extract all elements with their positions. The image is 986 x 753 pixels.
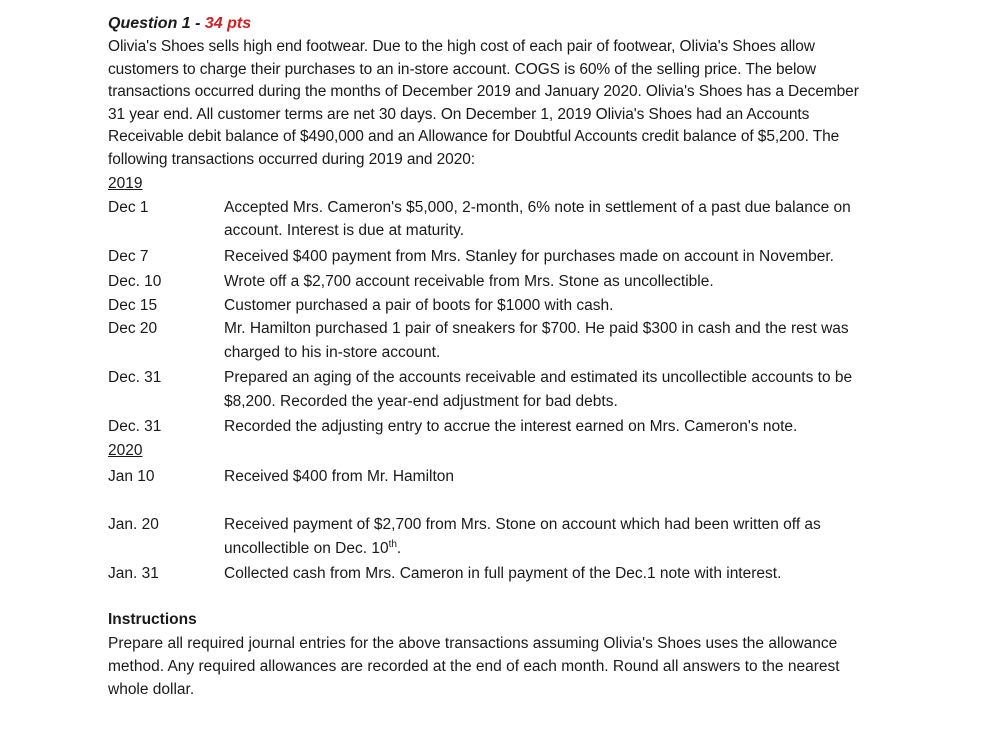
transaction-date: Jan 10 [108,467,155,485]
question-intro: Olivia's Shoes sells high end footwear. Due to the high cost of each pair of footwear, Olivia's Shoes allow customers to charge their purchases to an in-store account. COGS is 60% of the selling price. The below transactions occurred during the months of December 2019 and January 2020. Olivia's Shoes has a December 31 year end. All customer terms are net 30 days. On December 1, 2019 Olivia's Shoes had an Accounts Receivable debit balance of $490,000 and an Allowance for Doubtful Accounts credit balance of $5,200. The following transactions occurred during 2019 and 2020: [108,38,859,168]
transaction-date: Dec 15 [108,296,158,314]
transaction-row [108,317,878,364]
transaction-date: Dec 1 [108,198,149,216]
instructions-heading: Instructions [108,610,197,628]
transaction-date: Dec 20 [108,320,158,338]
transactions-2019 [108,196,878,439]
transaction-description: Received $400 payment from Mrs. Stanley for purchases made on account in November. [224,247,834,265]
transaction-row [108,562,878,586]
transaction-row [108,245,878,269]
instructions-body: Prepare all required journal entries for the above transactions assuming Olivia's Shoes uses the allowance method. Any required allowances are recorded at the end of each month. Round all answers to the nearest whole dollar. [108,634,840,699]
transaction-description: Received payment of $2,700 from Mrs. Stone on account which had been written off as uncollectible on Dec. 10th. [224,516,821,557]
transaction-date: Dec. 10 [108,273,162,291]
transaction-row [108,270,878,294]
transaction-date: Jan. 31 [108,565,159,583]
question-points: 34 pts [204,15,252,32]
transaction-row [108,513,878,560]
transactions-2020 [108,465,878,586]
transaction-description: Recorded the adjusting entry to accrue the interest earned on Mrs. Cameron's note. [224,418,798,436]
transaction-row [108,465,878,489]
year-2020-heading: 2020 [108,441,143,459]
transaction-row [108,196,878,243]
transaction-date: Jan. 20 [108,516,159,534]
transaction-description: Collected cash from Mrs. Cameron in full payment of the Dec.1 note with interest. [224,565,782,583]
transaction-description: Mr. Hamilton purchased 1 pair of sneakers for $700. He paid $300 in cash and the rest was charged to his in-store account. [224,320,849,361]
question-label: Question 1 - [108,15,205,32]
transaction-description: Received $400 from Mr. Hamilton [224,467,455,485]
transaction-row [108,294,878,318]
transaction-description: Accepted Mrs. Cameron's $5,000, 2-month, 6% note in settlement of a past due balance on account. Interest is due at maturity. [224,198,851,240]
question-page [108,12,878,702]
question-title [108,12,878,36]
transaction-date: Dec. 31 [108,369,162,387]
transaction-date: Dec 7 [108,247,149,265]
transaction-description: Prepared an aging of the accounts receivable and estimated its uncollectible accounts to be $8,200. Recorded the year-end adjustment for bad debts. [224,369,853,410]
transaction-description: Customer purchased a pair of boots for $1000 with cash. [224,296,614,314]
transaction-row [108,366,878,413]
transaction-date: Dec. 31 [108,418,162,436]
transaction-row [108,415,878,439]
year-2019-heading: 2019 [108,174,143,192]
transaction-description: Wrote off a $2,700 account receivable from Mrs. Stone as uncollectible. [224,273,714,291]
